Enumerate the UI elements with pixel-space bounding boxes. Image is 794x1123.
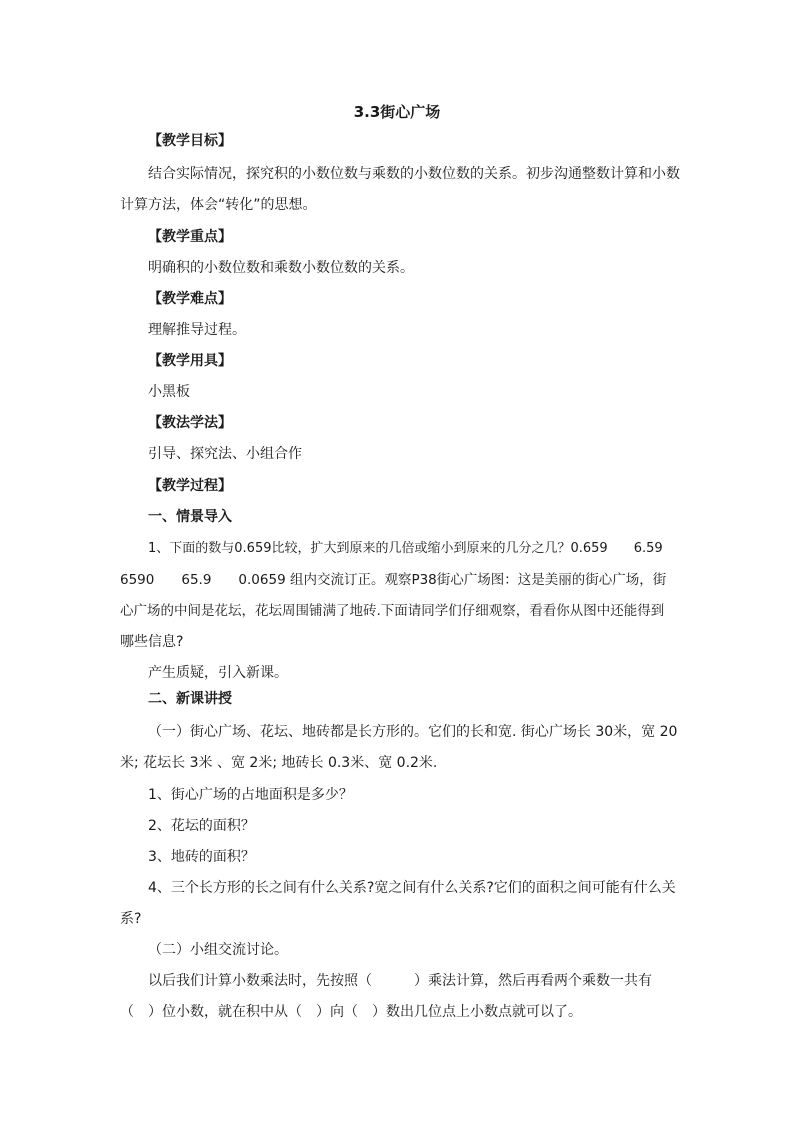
- goal-text-line2: 计算方法，体会“转化”的思想。: [120, 197, 317, 213]
- part1-line2: 6590 65.9 0.0659 组内交流订正。观察P38街心广场图：这是美丽的街心广场，街: [120, 572, 667, 588]
- part2-heading: 二、新课讲授: [148, 691, 232, 707]
- process-heading: 【教学过程】: [148, 478, 232, 494]
- part2-line2: 米; 花坛长 3米 、宽 2米; 地砖长 0.3米、宽 0.2米.: [120, 755, 438, 771]
- page-title: 3.3街心广场: [353, 103, 441, 121]
- question-3: 3、地砖的面积？: [148, 849, 255, 865]
- part1-line3: 心广场的中间是花坛，花坛周围铺满了地砖.下面请同学们仔细观察，看看你从图中还能得到: [120, 603, 665, 619]
- part2-line1: （一）街心广场、花坛、地砖都是长方形的。它们的长和宽. 街心广场长 30米，宽 20: [148, 724, 678, 740]
- difficulty-heading: 【教学难点】: [148, 291, 232, 307]
- goal-text-line1: 结合实际情况，探究积的小数位数与乘数的小数位数的关系。初步沟通整数计算和小数: [148, 166, 680, 182]
- tools-text: 小黑板: [148, 384, 190, 400]
- key-text: 明确积的小数位数和乘数小数位数的关系。: [148, 260, 414, 276]
- method-text: 引导、探究法、小组合作: [148, 446, 302, 462]
- part1-heading: 一、情景导入: [148, 509, 232, 525]
- question-2: 2、花坛的面积？: [148, 818, 255, 834]
- method-heading: 【教法学法】: [148, 415, 232, 431]
- question-4-line1: 4、三个长方形的长之间有什么关系?宽之间有什么关系?它们的面积之间可能有什么关: [148, 880, 676, 896]
- difficulty-text: 理解推导过程。: [148, 322, 246, 338]
- part1-line1: 1、下面的数与0.659比较，扩大到原来的几倍或缩小到原来的几分之几？0.659 6.59: [148, 541, 663, 556]
- question-1: 1、街心广场的占地面积是多少？: [148, 787, 353, 803]
- part1-line4: 哪些信息?: [120, 634, 184, 650]
- goal-heading: 【教学目标】: [148, 133, 232, 149]
- part3-line1: 以后我们计算小数乘法时，先按照（ ）乘法计算，然后再看两个乘数一共有: [148, 973, 652, 989]
- question-4-line2: 系?: [120, 911, 142, 927]
- part3-line2: （ ）位小数，就在积中从（ ）向（ ）数出几位点上小数点就可以了。: [120, 1004, 582, 1020]
- part1-line5: 产生质疑，引入新课。: [148, 665, 288, 681]
- key-heading: 【教学重点】: [148, 229, 232, 245]
- part3-heading: （二）小组交流讨论。: [148, 942, 288, 958]
- tools-heading: 【教学用具】: [148, 353, 232, 369]
